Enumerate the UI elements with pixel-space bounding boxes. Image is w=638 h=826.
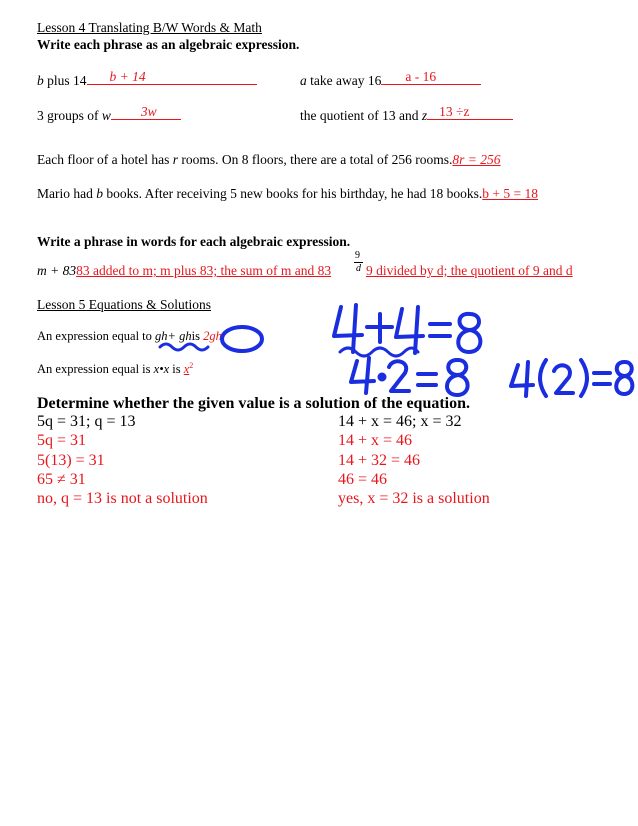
ink-line-4-plus-4-equals-8 [334, 305, 480, 353]
line-text: An expression equal is [37, 362, 154, 377]
right-step-2: 14 + 32 = 46 [338, 452, 421, 469]
squiggle-underline [160, 344, 208, 350]
phrase-var: a [300, 73, 307, 88]
right-step-1: 14 + x = 46 [338, 432, 413, 449]
line-text: An expression equal to [37, 329, 156, 343]
right-conclusion: yes, x = 32 is a solution [338, 490, 490, 507]
instruction-solutions: Determine whether the given value is a solution of the equation. [37, 395, 471, 412]
expression: gh+ gh [155, 329, 192, 343]
answer-text: 83 added to m; m plus 83; the sum of m and 83 [76, 263, 332, 278]
problem-text: Each floor of a hotel has [37, 152, 173, 167]
problem-text: books. After receiving 5 new books for his birthday, he had 18 books. [102, 186, 483, 201]
line-text: is [169, 362, 184, 377]
fraction-denominator: d [356, 263, 361, 274]
answer-text: x [183, 362, 190, 377]
problem-var: b [96, 186, 103, 201]
phrase-var: z [421, 108, 428, 123]
ink-line-4-dot-2-equals-8 [351, 358, 468, 395]
answer-exponent: 2 [189, 361, 194, 370]
instruction-words: Write a phrase in words for each algebraic expression. [37, 234, 351, 249]
problem-text: Mario had [37, 186, 97, 201]
answer-text: 3w [140, 103, 157, 119]
left-problem: 5q = 31; q = 13 [37, 413, 136, 430]
expression: x•x [153, 362, 170, 377]
lesson4-title: Lesson 4 Translating B/W Words & Math [37, 20, 262, 35]
right-step-3: 46 = 46 [338, 471, 388, 488]
phrase-text: 3 groups of [37, 108, 102, 123]
answer-text: 13 ÷z [439, 103, 470, 119]
answer-text: 2gh [203, 329, 222, 343]
ink-line-4-paren-2-equals-8 [511, 360, 632, 396]
answer-text: a - 16 [405, 68, 437, 84]
line-text: is [191, 329, 204, 343]
left-step-2: 5(13) = 31 [37, 452, 105, 469]
answer-text: 8r = 256 [452, 152, 501, 167]
left-step-1: 5q = 31 [37, 432, 87, 449]
left-conclusion: no, q = 13 is not a solution [37, 490, 208, 507]
phrase-text: take away 16 [306, 73, 382, 88]
phrase-var: w [101, 108, 111, 123]
circle-mark [222, 327, 262, 351]
answer-text: b + 14 [109, 68, 146, 84]
problem-text: rooms. On 8 floors, there are a total of 256 rooms. [177, 152, 453, 167]
phrase-text: the quotient of 13 and [300, 108, 422, 123]
phrase-var: b [37, 73, 44, 88]
expression: m + 83 [37, 263, 77, 278]
right-problem: 14 + x = 46; x = 32 [338, 413, 462, 430]
left-step-3: 65 ≠ 31 [37, 471, 86, 488]
lesson5-title: Lesson 5 Equations & Solutions [37, 297, 212, 312]
answer-9-divided-by-d: 9 divided by d; the quotient of 9 and d [366, 263, 573, 278]
fraction-numerator: 9 [355, 250, 360, 261]
instruction-phrases: Write each phrase as an algebraic expression. [37, 37, 300, 52]
answer-text: b + 5 = 18 [482, 186, 539, 201]
problem-var: r [172, 152, 178, 167]
phrase-text: plus 14 [43, 73, 87, 88]
